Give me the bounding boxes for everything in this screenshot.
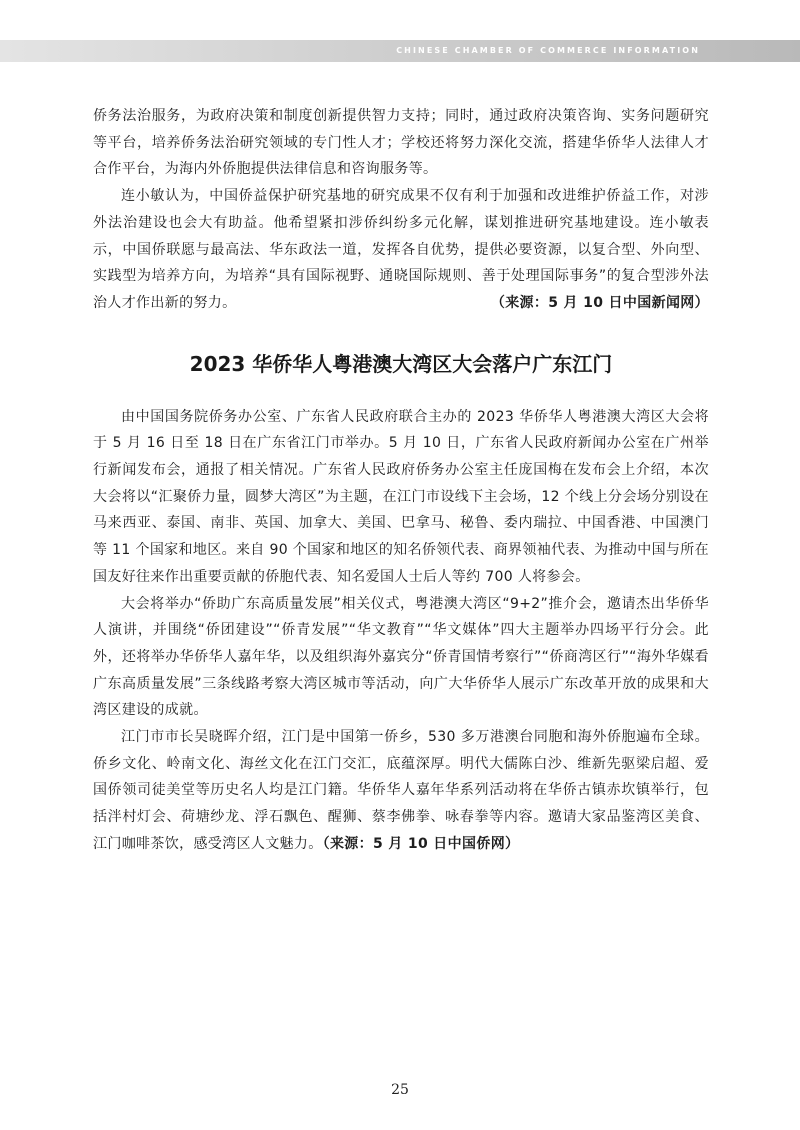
page-content: [93, 103, 709, 858]
article2-source: （来源：5 月 10 日中国侨网）: [322, 835, 520, 852]
article2-title: 2023 华侨华人粤港澳大湾区大会落户广东江门: [189, 351, 613, 376]
article1-source: （来源：5 月 10 日中国新闻网）: [490, 294, 709, 311]
article1-paragraph-text: 连小敏认为，中国侨益保护研究基地的研究成果不仅有利于加强和改进维护侨益工作，对涉外法治建设也会大有助益。他希望紧扣涉侨纠纷多元化解，谋划推进研究基地建设。连小敏表示，中国侨联愿与最高法、华东政法一道，发挥各自优势，提供必要资源，以复合型、外向型、实践型为培养方向，为培养“具有国际视野、通晓国际规则、善于处理国际事务”的复合型涉外法治人才作出新的努力。: [93, 188, 709, 311]
article2-paragraph: 由中国国务院侨务办公室、广东省人民政府联合主办的 2023 华侨华人粤港澳大湾区大会将于 5 月 16 日至 18 日在广东省江门市举办。5 月 10 日，广东省人民政府新闻办公室在广州举行新闻发布会，通报了相关情况。广东省人民政府侨务办公室主任庞国梅在发布会上介绍，本次大会将以“汇聚侨力量，圆梦大湾区”为主题，在江门市设线下主会场，12 个线上分会场分别设在马来西亚、泰国、南非、英国、加拿大、美国、巴拿马、秘鲁、委内瑞拉、中国香港、中国澳门等 11 个国家和地区。来自 90 个国家和地区的知名侨领代表、商界领袖代表、为推动中国与所在国友好往来作出重要贡献的侨胞代表、知名爱国人士后人等约 700 人将参会。: [93, 408, 709, 585]
article2-paragraph-text: 江门市市长吴晓晖介绍，江门是中国第一侨乡，530 多万港澳台同胞和海外侨胞遍布全球。侨乡文化、岭南文化、海丝文化在江门交汇，底蕴深厚。明代大儒陈白沙、维新先驱梁启超、爱国侨领司徒美堂等历史名人均是江门籍。华侨华人嘉年华系列活动将在华侨古镇赤坎镇举行，包括泮村灯会、荷塘纱龙、浮石飘色、醒狮、蔡李佛拳、咏春拳等内容。邀请大家品鉴湾区美食、江门咖啡茶饮，感受湾区人文魅力。: [93, 729, 709, 852]
article1-paragraph: [93, 183, 709, 317]
article2-paragraph: 大会将举办“侨助广东高质量发展”相关仪式，粤港澳大湾区“9+2”推介会，邀请杰出华侨华人演讲，并围绕“侨团建设”“侨青发展”“华文教育”“华文媒体”四大主题举办四场平行分会。此外，还将举办华侨华人嘉年华，以及组织海外嘉宾分“侨青国情考察行”“侨商湾区行”“海外华媒看广东高质量发展”三条线路考察大湾区城市等活动，向广大华侨华人展示广东改革开放的成果和大湾区建设的成就。: [93, 595, 709, 719]
running-header-band: [0, 40, 800, 62]
page-number: 25: [391, 1082, 409, 1098]
running-header-title: CHINESE CHAMBER OF COMMERCE INFORMATION: [396, 46, 700, 55]
article2-paragraph: [93, 724, 709, 858]
article1-paragraph: 侨务法治服务，为政府决策和制度创新提供智力支持；同时，通过政府决策咨询、实务问题研究等平台，培养侨务法治研究领域的专门性人才；学校还将努力深化交流，搭建华侨华人法律人才合作平台，为海内外侨胞提供法律信息和咨询服务等。: [93, 108, 709, 178]
